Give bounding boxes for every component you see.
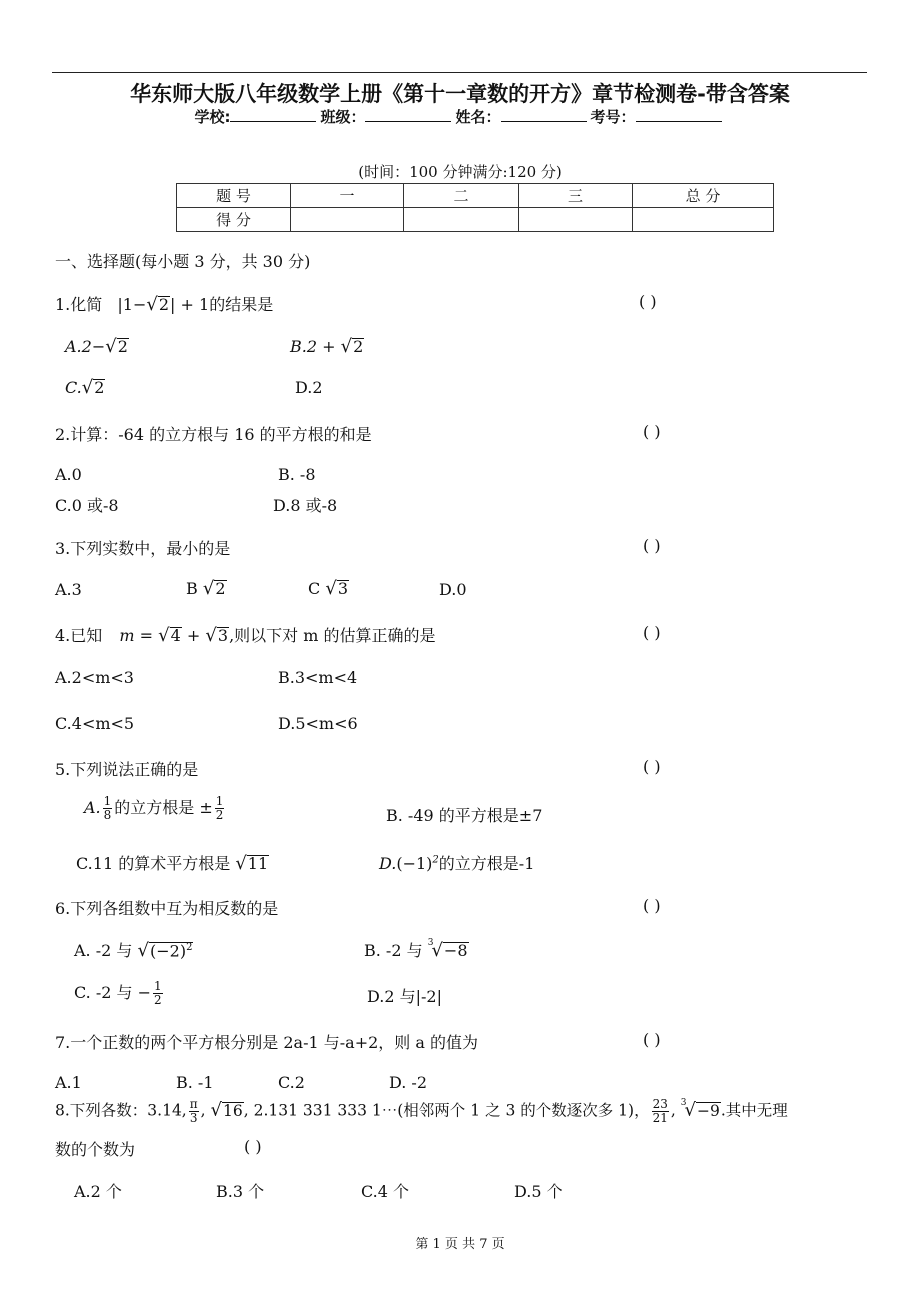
header-rule — [52, 72, 867, 73]
page-footer: 第 1 页 共 7 页 — [415, 1237, 505, 1252]
page-title: 华东师大版八年级数学上册《第十一章数的开方》章节检测卷-带含答案 — [130, 82, 790, 106]
option-2a[interactable]: A.0 — [55, 465, 82, 484]
option-1c[interactable]: C.√2 — [65, 377, 105, 398]
option-8b[interactable]: B.3 个 — [216, 1182, 265, 1201]
option-text: C. — [65, 378, 82, 397]
option-4a[interactable]: A.2<m<3 — [55, 668, 134, 687]
score-cell[interactable] — [291, 208, 404, 232]
option-3d[interactable]: D.0 — [439, 580, 467, 599]
option-text: C. -2 与 — [74, 983, 133, 1002]
option-3b[interactable]: B √2 — [186, 578, 226, 599]
expression-abs: |1−√2| + 1 — [117, 294, 210, 315]
section-title: 一、选择题(每小题 3 分，共 30 分) — [55, 252, 311, 271]
answer-paren-7[interactable]: ( ) — [643, 1030, 661, 1049]
option-1a[interactable]: A.2−√2 — [65, 336, 128, 357]
option-text: 的立方根是-1 — [438, 854, 535, 873]
time-note: (时间：100 分钟满分:120 分) — [358, 163, 562, 181]
option-7d[interactable]: D. -2 — [389, 1073, 428, 1092]
option-5d[interactable]: $D.(-1)^2$的立方根是-1 — [379, 854, 535, 873]
option-7c[interactable]: C.2 — [278, 1073, 305, 1092]
answer-paren-1[interactable]: ( ) — [639, 292, 657, 311]
question-number: 7. — [55, 1033, 71, 1052]
option-text: 的立方根是 ± — [114, 798, 213, 817]
question-1-stem — [55, 292, 273, 315]
question-number: 5. — [55, 760, 71, 779]
question-text: .其中无理 — [720, 1101, 788, 1120]
option-text: A. -2 与 — [74, 941, 133, 960]
name-label: 姓名： — [455, 108, 501, 126]
option-7b[interactable]: B. -1 — [176, 1073, 214, 1092]
option-text: B — [186, 579, 198, 598]
score-cell[interactable] — [633, 208, 774, 232]
question-text: 计算：-64 的立方根与 16 的平方根的和是 — [70, 425, 372, 444]
option-text: D. — [379, 854, 397, 873]
school-field[interactable] — [230, 108, 316, 122]
option-4d[interactable]: D.5<m<6 — [278, 714, 358, 733]
question-text: 下列实数中，最小的是 — [70, 539, 231, 558]
school-label: 学校: — [194, 108, 231, 126]
question-5-stem — [55, 757, 198, 780]
fraction: $\frac{1}{2}$ — [154, 979, 162, 1007]
option-3c[interactable]: C √3 — [308, 578, 349, 599]
option-7a[interactable]: A.1 — [55, 1073, 82, 1092]
question-number: 8. — [55, 1101, 70, 1120]
option-5b[interactable]: B. -49 的平方根是±7 — [386, 806, 543, 825]
question-text: 下列说法正确的是 — [70, 760, 199, 779]
option-6c[interactable]: C. -2 与 − $\frac{1}{2}$ — [74, 979, 162, 1007]
name-field[interactable] — [501, 108, 587, 122]
answer-paren-3[interactable]: ( ) — [643, 536, 661, 555]
exam-no-field[interactable] — [636, 108, 722, 122]
option-5a[interactable] — [84, 795, 226, 822]
answer-paren-2[interactable]: ( ) — [643, 422, 661, 441]
fraction: $\frac{23}{21}$ — [652, 1097, 668, 1125]
question-text: 已知 — [70, 626, 103, 645]
question-8-stem-line2: 数的个数为 — [55, 1140, 136, 1159]
question-6-stem — [55, 896, 278, 919]
score-header-cell: 一 — [291, 184, 404, 208]
answer-paren-8[interactable]: ( ) — [244, 1137, 262, 1156]
option-2c[interactable]: C.0 或-8 — [55, 496, 119, 515]
exam-no-label: 考号： — [590, 108, 636, 126]
score-header-cell: 三 — [519, 184, 633, 208]
question-text: 2.131 331 333 1⋯(相邻两个 1 之 3 的个数逐次多 1)， — [253, 1101, 650, 1120]
question-text: 一个正数的两个平方根分别是 2a-1 与-a+2，则 a 的值为 — [70, 1033, 478, 1052]
student-info-line — [0, 106, 920, 127]
question-8-stem: 8.下列各数：3.14, $\frac{\pi}{3}$ , √16, 2.131 331 333 1⋯(相邻两个 1 之 3 的个数逐次多 1)， $\frac{23}{21}$ , $^3$√−9.其中无理 — [55, 1097, 788, 1125]
fraction: $\frac{1}{2}$ — [215, 794, 224, 822]
option-1b[interactable]: B.2 + √2 — [290, 336, 364, 357]
score-table-score-row — [177, 208, 774, 232]
option-text: B. -2 与 — [364, 941, 423, 960]
option-8c[interactable]: C.4 个 — [361, 1182, 410, 1201]
option-2d[interactable]: D.8 或-8 — [273, 496, 338, 515]
option-5c[interactable]: C.11 的算术平方根是 √11 — [76, 853, 269, 874]
option-6d[interactable]: D.2 与|-2| — [367, 987, 442, 1006]
question-text: 的结果是 — [209, 295, 274, 314]
expression-m: m = √4 + √3 — [119, 625, 229, 646]
question-text: 下列各数：3.14, — [69, 1101, 187, 1120]
option-8a[interactable]: A.2 个 — [74, 1182, 122, 1201]
fraction: $\frac{\pi}{3}$ — [189, 1097, 198, 1125]
answer-paren-5[interactable]: ( ) — [643, 757, 661, 776]
class-label: 班级： — [320, 108, 366, 126]
option-2b[interactable]: B. -8 — [278, 465, 316, 484]
question-text: ,则以下对 m 的估算正确的是 — [229, 626, 436, 645]
option-text: C — [308, 579, 321, 598]
class-field[interactable] — [365, 108, 451, 122]
question-number: 6. — [55, 899, 71, 918]
score-table-header-row — [177, 184, 774, 208]
option-8d[interactable]: D.5 个 — [514, 1182, 563, 1201]
option-3a[interactable]: A.3 — [55, 580, 82, 599]
question-number: 4. — [55, 626, 71, 645]
score-header-cell: 总 分 — [633, 184, 774, 208]
score-header-cell: 二 — [404, 184, 519, 208]
answer-paren-6[interactable]: ( ) — [643, 896, 661, 915]
question-number: 2. — [55, 425, 71, 444]
question-2-stem — [55, 422, 372, 445]
option-text: A. — [84, 798, 101, 817]
question-number: 3. — [55, 539, 71, 558]
option-4c[interactable]: C.4<m<5 — [55, 714, 135, 733]
option-text: C.11 的算术平方根是 — [76, 854, 231, 873]
option-1d[interactable]: D.2 — [295, 378, 323, 397]
fraction: $\frac{1}{8}$ — [103, 794, 112, 822]
score-cell[interactable] — [404, 208, 519, 232]
score-header-cell: 题 号 — [177, 184, 291, 208]
answer-paren-4[interactable]: ( ) — [643, 623, 661, 642]
question-number: 1. — [55, 295, 71, 314]
score-cell[interactable] — [519, 208, 633, 232]
question-4-stem — [55, 623, 436, 646]
score-row-label: 得 分 — [177, 208, 291, 232]
question-text: 下列各组数中互为相反数的是 — [70, 899, 279, 918]
question-3-stem — [55, 536, 230, 559]
question-text: 化简 — [70, 295, 103, 314]
option-text: A.2− — [65, 337, 106, 356]
option-text: B.2 + — [290, 337, 341, 356]
score-table — [176, 183, 774, 232]
option-6b[interactable]: B. -2 与 $^3$√−8 — [364, 938, 468, 961]
option-4b[interactable]: B.3<m<4 — [278, 668, 358, 687]
question-7-stem — [55, 1030, 478, 1053]
option-6a[interactable]: A. -2 与 $√(-2)^2$ — [74, 940, 193, 961]
